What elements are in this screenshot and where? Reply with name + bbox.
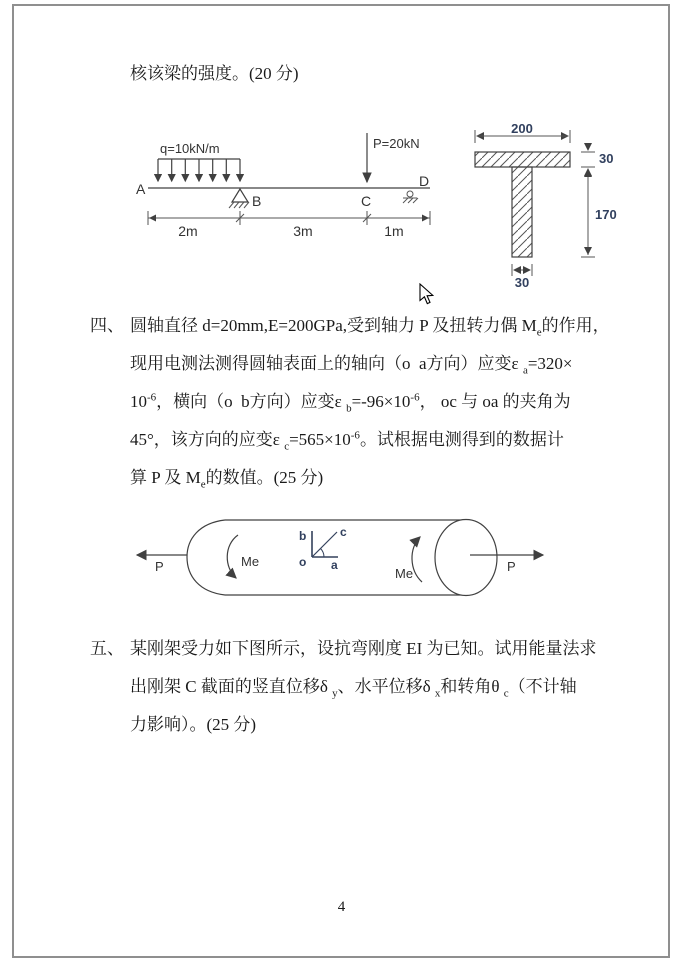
text-line: 出刚架 C 截面的竖直位移δ $_y$、水平位移δ $_x$和转角θ $_c$（不计轴 <box>130 677 577 700</box>
text-line: 圆轴直径 d=20mm,E=200GPa,受到轴力 P 及扭转力偶 $M_e$的作用， <box>130 316 610 339</box>
axis-b-label: b <box>299 529 307 543</box>
text-line: 现用电测法测得圆轴表面上的轴向（o a方向）应变ε $_a$=320× <box>130 354 573 377</box>
dim-web-height <box>581 169 595 257</box>
text-line: 力影响）。(25 分) <box>130 715 257 734</box>
text-line: 某刚架受力如下图所示，设抗弯刚度 EI 为已知。试用能量法求 <box>130 639 597 658</box>
axis-c-label: c <box>340 525 347 539</box>
node-d-label: D <box>419 173 430 189</box>
question-5-text <box>130 630 610 744</box>
dim-bc-label: 3m <box>293 223 313 239</box>
left-force-label: P <box>155 559 164 574</box>
flange-thickness-label: 30 <box>599 151 614 166</box>
question-5-number: 五、 <box>90 639 124 658</box>
intro-line: 核该梁的强度。(20 分) <box>130 64 299 83</box>
beam-diagram <box>118 126 463 251</box>
web <box>512 167 532 257</box>
question-4 <box>90 307 610 497</box>
left-torque-arrow <box>227 535 238 578</box>
flange <box>475 152 570 167</box>
left-torque-label: Me <box>241 554 260 569</box>
text-line: 45°，该方向的应变ε $_c=565\times 10^{-6}$。试根据电测得到的数据计 <box>130 429 564 453</box>
right-torque-arrow <box>412 537 422 582</box>
axis-o-label: o <box>299 555 307 569</box>
question-4-text <box>130 307 610 497</box>
page-number: 4 <box>337 899 346 915</box>
text-line: $10^{-6}$，横向（o b方向）应变ε $_b=-96\times 10^{-6}$， oc 与 oa 的夹角为 <box>130 391 571 415</box>
question-5 <box>90 630 610 744</box>
right-force-label: P <box>507 559 516 574</box>
pin-support-b <box>229 189 249 208</box>
node-a-label: A <box>136 181 146 197</box>
web-width-label: 30 <box>514 275 530 290</box>
axis-a-label: a <box>331 558 338 572</box>
load-label: q=10kN/m <box>160 141 220 156</box>
question-4-number: 四、 <box>90 316 124 335</box>
text-line: 算 P 及 $M_e$的数值。(25 分) <box>130 468 324 491</box>
shaft-diagram <box>125 503 555 615</box>
node-c-label: C <box>361 193 372 209</box>
distributed-load <box>158 159 240 181</box>
roller-support-d <box>403 191 418 203</box>
strain-rosette-axes <box>312 531 338 557</box>
web-height-label: 170 <box>595 207 617 222</box>
shaft-end-face <box>435 520 497 596</box>
node-b-label: B <box>252 193 262 209</box>
flange-width-label: 200 <box>511 122 533 136</box>
t-section-diagram <box>455 122 655 290</box>
mouse-cursor <box>419 283 435 307</box>
dim-ab-label: 2m <box>178 223 198 239</box>
force-label: P=20kN <box>373 136 420 151</box>
dim-cd-label: 1m <box>384 223 404 239</box>
right-torque-label: Me <box>395 566 414 581</box>
